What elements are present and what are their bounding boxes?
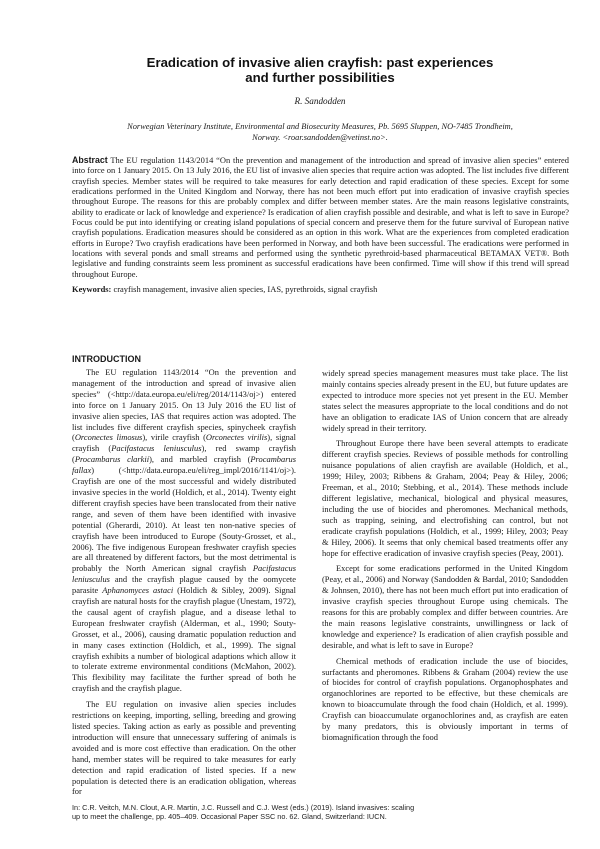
species-name: Pacifastacus leniusculus bbox=[111, 443, 202, 454]
author-affiliation bbox=[72, 122, 568, 143]
intro-paragraph-6: Chemical methods of eradication include the use of biocides, surfactants and pheromones. Ribbens & Graham (2004) review the use of biocides for control of crayfish populations. Organophosphates and organochlorines are reported to be effective, but these chemicals are known to bioaccumulate through the food chain (Holdich, et al. 1999). Crayfish can bioaccumulate organochlorines and, as crayfish are eaten by many predators, this is obviously important in terms of biomagnification through the food bbox=[322, 655, 568, 742]
intro-paragraph-2: The EU regulation on invasive alien species includes restrictions on keeping, importing, selling, breeding and growing listed species. Taking action as early as possible and preventing introduction will ensure that unnecessary suffering of animals is avoided and is more cost effective than eradication. On the other hand, member states will be required to take measures for early detection and rapid eradication of listed species. If a new population is detected there is an eradication obligation, whereas for bbox=[72, 699, 296, 797]
footer-line-2: up to meet the challenge, pp. 405–409. Occasional Paper SSC no. 62. Gland, Switzerland: IUCN. bbox=[72, 812, 387, 822]
paper-title bbox=[72, 55, 568, 85]
intro-paragraph-4: Throughout Europe there have been several attempts to eradicate different crayfish species. Reviews of possible methods for controlling nuisance populations of alien crayfish are available (Holdich, et al., 1999; Hiley, 2003; Ribbens & Graham, 2004; Peay & Hiley, 2006; Freeman, et al., 2010; Stebbing, et al., 2014). These methods include different legislative, mechanical, biological and physical measures, including the use of biocides and pheromones. Mechanical methods, such as trapping, seining, and electrofishing can control, but not eradicate crayfish populations (Holdich, et al., 1999; Hiley, 2003; Peay & Hiley, 2006). It seems that only chemical based treatments offer any hope for effective eradication of invasive crayfish species (Peay, 2001). bbox=[322, 438, 568, 558]
species-name: Procambarus clarkii bbox=[74, 454, 150, 465]
text-run: ) (<http://data.europa.eu/eli/reg_impl/2016/1141/oj>). Crayfish are one of the most successful and widely distributed invasive species in the world (Holdich, et al., 2014). Twenty eight different crayfish species have been translocated from their native range, and seven of them have been identified with invasive potential (Gherardi, 2010). At least ten non-native species of crayfish have been introduced to Europe (Souty-Grosset, et al., 2006). The five indigenous European freshwater crayfish species are all threatened by different factors, but the most detrimental is probably the North American signal crayfish bbox=[72, 465, 296, 574]
affiliation-line-2: Norway. <roar.sandodden@vetinst.no>. bbox=[252, 132, 388, 142]
body-column-left bbox=[72, 367, 296, 802]
text-run: (Holdich & Sibley, 2009). Signal crayfish are natural hosts for the crayfish plague (Unestam, 1972), the causal agent of crayfish plague, and a disease lethal to European freshwater crayfish (Alderman, et al., 1990; Souty-Grosset, et al., 2006), causing dramatic population reduction and in many cases extinction (Holdich, et al., 1999). The signal crayfish exhibits a number of biological adaptions which allow it to tolerate extreme environmental conditions (McMahon, 2002). This flexibility may facilitate the further spread of both he crayfish and the crayfish plague. bbox=[72, 585, 297, 694]
section-heading-introduction: INTRODUCTION bbox=[72, 354, 141, 364]
abstract-block bbox=[72, 155, 569, 279]
species-name: Pacifastacus leniusculus bbox=[72, 563, 296, 585]
title-line-1: Eradication of invasive alien crayfish: past experiences bbox=[146, 55, 494, 70]
text-run: ), signal crayfish ( bbox=[72, 432, 296, 454]
keywords-label: Keywords: bbox=[72, 284, 112, 294]
keywords-block bbox=[72, 284, 569, 295]
body-column-right bbox=[322, 368, 568, 748]
author-name: R. Sandodden bbox=[294, 96, 346, 106]
text-run: ), and marbled crayfish ( bbox=[149, 454, 251, 465]
intro-paragraph-1 bbox=[72, 367, 296, 694]
species-name: Procambarus fallax bbox=[72, 454, 297, 476]
species-name: Orconectes virilis bbox=[205, 432, 268, 443]
species-name: Orconectes limosus bbox=[74, 432, 143, 443]
affiliation-line-1: Norwegian Veterinary Institute, Environmental and Biosecurity Measures, Pb. 5695 Sluppen, NO-7485 Trondheim, bbox=[127, 122, 513, 131]
intro-paragraph-3: widely spread species management measures must take place. The list mainly contains species already present in the EU, but future updates are expected to introduce more species not yet present in the EU. Member states select the measures appropriate to the local conditions and do not have an obligation to eradicate IAS of Union concern that are already widely spread in their territory. bbox=[322, 368, 568, 433]
abstract-text: The EU regulation 1143/2014 “On the prevention and management of the introduction and spread of invasive alien species” entered into force on 1 January 2015. On 13 July 2016, the EU list of invasive alien species that require action was adopted. The list includes five different crayfish species. Member states will be required to take measures for early detection and rapid eradication of these species. Except for some eradications performed in the United Kingdom and Norway, there has not been much effort put into eradication of invasive crayfish species throughout Europe. The reasons for this are probably complex and differ between member states. Are the main reasons legislative constraints, ability to eradicate or lack of knowledge and experience? Is eradication of alien crayfish possible and desirable, and what is left to save in Europe? Focus could be put into identifying or creating island populations of special concern and preserve them for the future survival of European native crayfish populations. Eradication measures should be considered as an option in this work. What are the experiences from completed eradication efforts in Europe? Two crayfish eradications have been performed in Norway, and both have been successful. The eradications were performed in locations with several ponds and small streams and performed using the synthetic pyrethroid-based pharmaceutical BETAMAX VET®. Both legislative and funding constraints seem less prominent as successful eradications have been confirmed. Time will show if this trend will spread throughout Europe. bbox=[72, 155, 569, 279]
citation-footer bbox=[72, 803, 568, 822]
text-run: The EU regulation 1143/2014 “On the prevention and management of the introduction and spread of invasive alien species” (<http://data.europa.eu/eli/reg/2014/1143/oj>) entered into force on 1 January 2015. On 13 July 2016 the EU list of invasive alien species, IAS that requires action was adopted. The list includes five different crayfish species, spinycheek crayfish ( bbox=[72, 367, 296, 443]
intro-paragraph-5: Except for some eradications performed in the United Kingdom (Peay, et al., 2006) and Norway (Sandodden & Bardal, 2010; Sandodden & Johnsen, 2010), there has not been much effort put into eradication of invasive crayfish species throughout Europe using chemicals. The reasons for this are probably complex and differ between countries. Are the main reasons legislative constraints, unwillingness or lack of knowledge and experience? Is eradication of alien crayfish possible and desirable, and what is left to save in Europe? bbox=[322, 563, 568, 650]
footer-line-1: In: C.R. Veitch, M.N. Clout, A.R. Martin, J.C. Russell and C.J. West (eds.) (2019). Island invasives: scaling bbox=[72, 803, 415, 812]
species-name: Aphanomyces astaci bbox=[102, 585, 174, 596]
text-run: and the crayfish plague caused by the oomycete parasite bbox=[72, 574, 296, 596]
text-run: ), virile crayfish ( bbox=[142, 432, 206, 443]
keywords-text: crayfish management, invasive alien species, IAS, pyrethroids, signal crayfish bbox=[113, 284, 378, 294]
title-line-2: and further possibilities bbox=[245, 70, 395, 85]
text-run: ), red swamp crayfish ( bbox=[72, 443, 296, 465]
abstract-label: Abstract bbox=[72, 155, 108, 165]
